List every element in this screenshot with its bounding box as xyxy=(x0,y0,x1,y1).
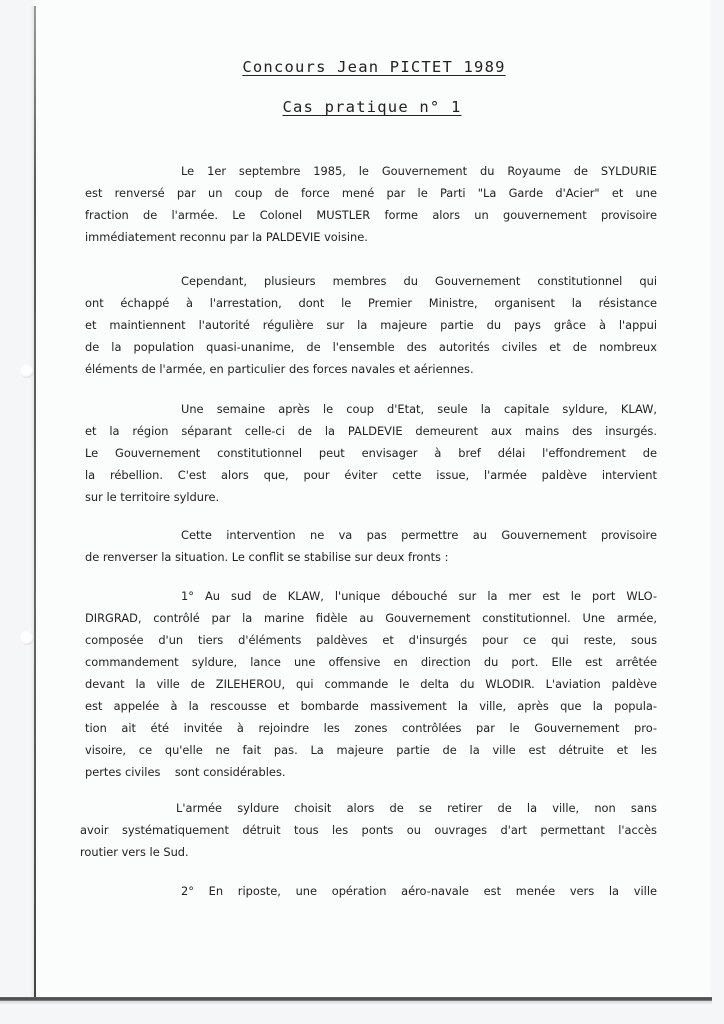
text-line: éléments de l'armée, en particulier des forces navales et aériennes. xyxy=(85,362,474,376)
text-line: ont échappé à l'arrestation, dont le Premier Ministre, organisent la résistance xyxy=(85,296,657,310)
document-subtitle: Cas pratique n° 1 xyxy=(282,98,462,116)
sheet-bottom-shadow xyxy=(0,1001,712,1005)
document-title: Concours Jean PICTET 1989 xyxy=(242,58,506,76)
paragraph-3 xyxy=(85,398,657,508)
text-line: visoire, ce qu'elle ne fait pas. La majeure partie de la ville est détruite et les xyxy=(85,743,657,757)
text-line: devant la ville de ZILEHEROU, qui commande le delta du WLODIR. L'aviation paldève xyxy=(85,677,657,691)
text-line: fraction de l'armée. Le Colonel MUSTLER forme alors un gouvernement provisoire xyxy=(85,208,657,222)
paragraph-6 xyxy=(80,797,657,863)
text-line: 2° En riposte, une opération aéro-navale est menée vers la ville xyxy=(181,884,657,898)
text-line: pertes civiles sont considérables. xyxy=(85,765,286,779)
paragraph-7 xyxy=(85,880,657,902)
text-line: avoir systématiquement détruit tous les ponts ou ouvrages d'art permettant l'accès xyxy=(80,823,657,837)
text-line: est appelée à la rescousse et bombarde massivement la ville, après que la popula- xyxy=(85,699,657,713)
text-line: composée d'un tiers d'éléments paldèves et d'insurgés pour ce qui reste, sous xyxy=(85,633,657,647)
text-line: Cependant, plusieurs membres du Gouvernement constitutionnel qui xyxy=(181,274,657,288)
text-line: est renversé par un coup de force mené par le Parti "La Garde d'Acier" et une xyxy=(85,186,657,200)
text-line: et la région séparant celle-ci de la PALDEVIE demeurent aux mains des insurgés. xyxy=(85,424,657,438)
text-line: DIRGRAD, contrôlé par la marine fidèle au Gouvernement constitutionnel. Une armée, xyxy=(85,611,657,625)
text-line: sur le territoire syldure. xyxy=(85,490,220,504)
text-line: commandement syldure, lance une offensive en direction du port. Elle est arrêtée xyxy=(85,655,657,669)
paragraph-1 xyxy=(85,160,657,248)
text-line: et maintiennent l'autorité régulière sur la majeure partie du pays grâce à l'appui xyxy=(85,318,657,332)
text-line: tion ait été invitée à rejoindre les zones contrôlées par le Gouvernement pro- xyxy=(85,721,657,735)
paragraph-2 xyxy=(85,270,657,380)
text-line: 1° Au sud de KLAW, l'unique débouché sur la mer est le port WLO- xyxy=(181,589,657,603)
text-line: Le 1er septembre 1985, le Gouvernement du Royaume de SYLDURIE xyxy=(181,164,657,178)
paragraph-4 xyxy=(85,524,657,568)
text-line: Une semaine après le coup d'Etat, seule la capitale syldure, KLAW, xyxy=(181,402,657,416)
sheet-left-edge xyxy=(34,6,36,998)
text-line: de renverser la situation. Le conflit se stabilise sur deux fronts : xyxy=(85,550,449,564)
punch-hole xyxy=(20,631,34,645)
text-line: L'armée syldure choisit alors de se retirer de la ville, non sans xyxy=(176,801,657,815)
text-line: Le Gouvernement constitutionnel peut envisager à bref délai l'effondrement de xyxy=(85,446,657,460)
text-line: la rébellion. C'est alors que, pour éviter cette issue, l'armée paldève intervient xyxy=(85,468,657,482)
text-line: de la population quasi-unanime, de l'ensemble des autorités civiles et de nombreux xyxy=(85,340,657,354)
text-line: Cette intervention ne va pas permettre au Gouvernement provisoire xyxy=(181,528,657,542)
text-line: routier vers le Sud. xyxy=(80,845,189,859)
text-line: immédiatement reconnu par la PALDEVIE voisine. xyxy=(85,230,368,244)
paragraph-5 xyxy=(85,585,657,783)
punch-hole xyxy=(20,364,34,378)
